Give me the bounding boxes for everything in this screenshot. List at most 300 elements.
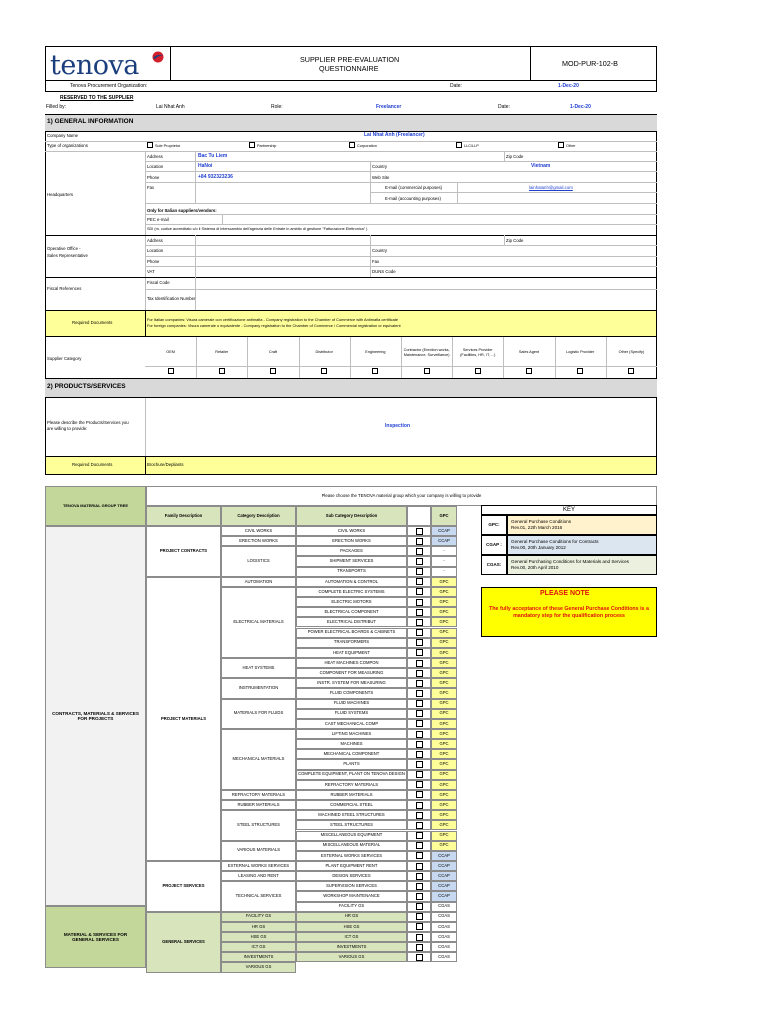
- org-type-label-item: Corporation: [357, 144, 377, 148]
- category-checkbox[interactable]: [628, 368, 634, 374]
- sub-category-cell: LIFTING MACHINES: [296, 729, 407, 739]
- gpc-code-cell: CCAP: [431, 861, 457, 871]
- material-checkbox[interactable]: [416, 771, 423, 778]
- products-frame: [45, 398, 657, 456]
- material-checkbox[interactable]: [416, 934, 423, 941]
- sub-category-check-cell: [407, 780, 431, 790]
- material-checkbox[interactable]: [416, 528, 423, 535]
- sub-category-check-cell: [407, 881, 431, 891]
- gpc-code-cell: GPC: [431, 587, 457, 597]
- category-checkbox[interactable]: [219, 368, 225, 374]
- material-checkbox[interactable]: [416, 680, 423, 687]
- sub-category-cell: MECHANICAL COMPONENT: [296, 749, 407, 759]
- gpc-code-cell: GPC: [431, 628, 457, 638]
- org-type-checkbox[interactable]: [349, 142, 355, 148]
- material-checkbox[interactable]: [416, 690, 423, 697]
- material-checkbox[interactable]: [416, 903, 423, 910]
- vat-label: VAT: [147, 269, 155, 274]
- category-cell: ERECTION WORKS: [221, 536, 296, 546]
- fax-label: Fax: [147, 185, 155, 190]
- gpc-code-cell: GPC: [431, 810, 457, 820]
- gpc-code-cell: GPC: [431, 749, 457, 759]
- category-option-label: Logistic Provider: [566, 350, 595, 355]
- material-checkbox[interactable]: [416, 944, 423, 951]
- sub-category-check-cell: [407, 678, 431, 688]
- material-checkbox[interactable]: [416, 558, 423, 565]
- material-checkbox[interactable]: [416, 913, 423, 920]
- material-checkbox[interactable]: [416, 741, 423, 748]
- products-docs-label: Required Documents: [72, 462, 113, 467]
- section2-header: [45, 378, 657, 398]
- category-checkbox[interactable]: [526, 368, 532, 374]
- key-description-line1: General Purchase Conditions for Contracts: [511, 539, 599, 544]
- material-checkbox[interactable]: [416, 923, 423, 930]
- describe-line2: are willing to provide:: [47, 426, 88, 431]
- doc-code: MOD-PUR-102-B: [562, 59, 618, 68]
- gpc-code-cell: GPC: [431, 617, 457, 627]
- gpc-code-cell: GPC: [431, 729, 457, 739]
- sub-category-cell: ICT GS: [296, 932, 407, 942]
- key-description-line1: General Purchasing Conditions for Materials and Services: [511, 559, 629, 564]
- category-option-label: Retailer: [215, 350, 229, 355]
- location-label: Location: [147, 164, 164, 169]
- website-label: Web Site: [372, 175, 390, 180]
- material-checkbox[interactable]: [416, 842, 423, 849]
- gpc-code-cell: GPC: [431, 820, 457, 830]
- gpc-code-cell: GPC: [431, 577, 457, 587]
- sub-category-check-cell: [407, 820, 431, 830]
- sub-category-check-cell: [407, 719, 431, 729]
- op-location-label: Location: [147, 248, 164, 253]
- pec-label: PEC e-mail: [147, 217, 169, 222]
- sub-category-check-cell: [407, 526, 431, 536]
- date2-value[interactable]: 1-Dec-20: [570, 104, 591, 110]
- material-checkbox[interactable]: [416, 639, 423, 646]
- sub-category-check-cell: [407, 658, 431, 668]
- date-label: Date:: [450, 83, 462, 89]
- org-type-checkbox[interactable]: [558, 142, 564, 148]
- sdi-label: SDI (m. codice accreditato c/o il Sistema di Interscambio dell'agenzia delle Entrate in ambito di gestione "Fatturazione Elettronica" ): [147, 227, 368, 231]
- sub-category-cell: COMPONENT FOR MEASURING: [296, 668, 407, 678]
- gpc-code-cell: GPC: [431, 678, 457, 688]
- sub-category-check-cell: [407, 810, 431, 820]
- col-sub-header: Sub Category Description: [296, 506, 407, 526]
- category-option-label: Services Provider (Facilities, HR, IT, ...): [460, 348, 496, 357]
- org-type-label-item: Sole Proprietor: [155, 144, 181, 148]
- describe-value[interactable]: Inspection: [385, 423, 411, 429]
- tenova-logo: [50, 50, 168, 80]
- sub-category-cell: MACHINES: [296, 739, 407, 749]
- sub-category-cell: COMPLETE EQUIPMENT, PLANT ON TENOVA DESIGN: [296, 770, 407, 780]
- email-comm-value[interactable]: lainhatanh@gmail.com: [529, 185, 573, 190]
- sub-category-cell: WORKSHOP MAINTENANCE: [296, 891, 407, 901]
- sub-category-check-cell: [407, 597, 431, 607]
- category-cell: FACILITY GS: [221, 912, 296, 922]
- italian-label: Only for Italian suppliers/vendors:: [147, 208, 217, 213]
- col-category-header: Category Description: [221, 506, 296, 526]
- material-checkbox[interactable]: [416, 538, 423, 545]
- address-value[interactable]: Bac Tu Liem: [198, 153, 228, 159]
- material-checkbox[interactable]: [416, 700, 423, 707]
- material-checkbox[interactable]: [416, 751, 423, 758]
- phone-value[interactable]: +84 932323236: [198, 174, 233, 180]
- category-cell: VARIOUS MATERIALS: [221, 841, 296, 861]
- req-docs-line2: For foreign companies: Visura camerale o equivalente - Company registration to the Chamber of Commerce / Commercial registration or equivalent: [147, 323, 401, 328]
- col-family-header: Family Description: [146, 506, 221, 526]
- material-checkbox[interactable]: [416, 609, 423, 616]
- group-general: MATERIAL & SERVICES FOR GENERAL SERVICES: [45, 906, 146, 968]
- sub-category-check-cell: [407, 668, 431, 678]
- material-checkbox[interactable]: [416, 629, 423, 636]
- key-description: [507, 535, 657, 555]
- sub-category-check-cell: [407, 556, 431, 566]
- hq-label: Headquarters: [47, 192, 74, 197]
- sub-category-cell: SHIPMENT SERVICES: [296, 556, 407, 566]
- gpc-code-cell: -: [431, 556, 457, 566]
- sub-category-check-cell: [407, 831, 431, 841]
- role-value[interactable]: Freelancer: [376, 104, 402, 110]
- category-cell: EXTERNAL WORKS SERVICES: [221, 861, 296, 871]
- material-checkbox[interactable]: [416, 619, 423, 626]
- category-cell: AUTOMATION: [221, 577, 296, 587]
- sub-category-check-cell: [407, 536, 431, 546]
- sub-category-check-cell: [407, 841, 431, 851]
- key-description-line1: General Purchase Conditions: [511, 519, 572, 524]
- gpc-code-cell: CGAS: [431, 952, 457, 962]
- op-label-2: Sales Representative: [47, 253, 88, 258]
- sub-category-check-cell: [407, 952, 431, 962]
- category-option-label: Engineering: [365, 350, 386, 355]
- key-description-line2: Rev.00, 20th January 2012: [511, 544, 566, 550]
- category-option-label: Contractor (Erection works, Maintenance, Surveillance): [403, 348, 450, 357]
- sub-category-cell: ELECTRIC MOTORS: [296, 597, 407, 607]
- category-label: Supplier Category: [47, 356, 82, 361]
- material-checkbox[interactable]: [416, 578, 423, 585]
- material-checkbox[interactable]: [416, 649, 423, 656]
- op-address-label: Address: [147, 238, 163, 243]
- sub-category-cell: FLUID SYSTEMS: [296, 709, 407, 719]
- sub-category-cell: ELECTRICAL COMPONENT: [296, 607, 407, 617]
- org-type-label-item: Partnership: [257, 144, 277, 148]
- org-type-checkbox[interactable]: [147, 142, 153, 148]
- sub-category-cell: PACKAGES: [296, 546, 407, 556]
- material-checkbox[interactable]: [416, 670, 423, 677]
- form-title-line1: SUPPLIER PRE-EVALUATION: [300, 55, 400, 64]
- gpc-code-cell: GPC: [431, 607, 457, 617]
- tax-id-label: Tax Identification Number: [147, 296, 196, 301]
- gpc-code-cell: GPC: [431, 668, 457, 678]
- material-checkbox[interactable]: [416, 954, 423, 961]
- col-gpc-header: GPC: [431, 506, 457, 526]
- gpc-code-cell: CGAS: [431, 932, 457, 942]
- material-checkbox[interactable]: [416, 568, 423, 575]
- please-note-text: The fully acceptance of these General Purchase Conditions is a mandatory step for the qualification process: [489, 606, 649, 620]
- logo-text: tenova: [50, 50, 139, 81]
- key-title: KEY: [481, 505, 657, 515]
- address-label: Address: [147, 154, 163, 159]
- sub-category-cell: VARIOUS GS: [296, 952, 407, 962]
- zip-label: Zip Code: [506, 154, 524, 159]
- gpc-code-cell: GPC: [431, 841, 457, 851]
- material-checkbox[interactable]: [416, 863, 423, 870]
- sub-category-check-cell: [407, 729, 431, 739]
- material-checkbox[interactable]: [416, 660, 423, 667]
- category-checkbox[interactable]: [372, 368, 378, 374]
- gpc-code-cell: CGAS: [431, 912, 457, 922]
- form-title-line2: QUESTIONNAIRE: [319, 64, 379, 73]
- sub-category-cell: INSTR. SYSTEM FOR MEASURING: [296, 678, 407, 688]
- category-checkbox[interactable]: [168, 368, 174, 374]
- org-type-label: Type of organizations: [47, 143, 88, 148]
- sub-category-check-cell: [407, 861, 431, 871]
- sub-category-cell: TRANSFORMERS: [296, 638, 407, 648]
- country-value[interactable]: Vietnam: [531, 163, 551, 169]
- sub-category-check-cell: [407, 891, 431, 901]
- category-option-label: Sales Agent: [518, 350, 540, 355]
- sub-category-check-cell: [407, 699, 431, 709]
- phone-label: Phone: [147, 175, 160, 180]
- gpc-code-cell: GPC: [431, 638, 457, 648]
- gpc-code-cell: CGAS: [431, 902, 457, 912]
- sub-category-cell: ELECTRICAL DISTRIBUT: [296, 617, 407, 627]
- sub-category-check-cell: [407, 759, 431, 769]
- sub-category-check-cell: [407, 922, 431, 932]
- sub-category-check-cell: [407, 800, 431, 810]
- filled-by-label: Filled by:: [46, 104, 67, 110]
- material-checkbox[interactable]: [416, 812, 423, 819]
- material-checkbox[interactable]: [416, 710, 423, 717]
- sub-category-check-cell: [407, 546, 431, 556]
- material-checkbox[interactable]: [416, 802, 423, 809]
- material-checkbox[interactable]: [416, 781, 423, 788]
- sub-category-check-cell: [407, 688, 431, 698]
- gpc-code-cell: GPC: [431, 739, 457, 749]
- sub-category-check-cell: [407, 902, 431, 912]
- section2-title: 2) PRODUCTS/SERVICES: [47, 383, 126, 390]
- sub-category-cell: AUTOMATION & CONTROL: [296, 577, 407, 587]
- category-cell: HEAT SYSTEMS: [221, 658, 296, 678]
- material-checkbox[interactable]: [416, 599, 423, 606]
- role-label: Role:: [271, 104, 283, 110]
- sub-category-cell: REFRACTORY MATERIALS: [296, 780, 407, 790]
- company-value[interactable]: Lai Nhat Anh (Freelancer): [364, 132, 425, 138]
- category-cell: REFRACTORY MATERIALS: [221, 790, 296, 800]
- sub-category-check-cell: [407, 871, 431, 881]
- gpc-code-cell: GPC: [431, 719, 457, 729]
- sub-category-cell: FACILITY GS: [296, 902, 407, 912]
- group-projects: CONTRACTS, MATERIALS & SERVICES FOR PROJECTS: [45, 526, 146, 906]
- category-cell: INVESTMENTS: [221, 952, 296, 962]
- fiscal-code-label: Fiscal Code: [147, 280, 170, 285]
- sub-category-cell: HEAT MACHINES COMPON: [296, 658, 407, 668]
- material-checkbox[interactable]: [416, 588, 423, 595]
- logo-mark-icon: [151, 50, 165, 64]
- gpc-code-cell: GPC: [431, 790, 457, 800]
- material-checkbox[interactable]: [416, 822, 423, 829]
- op-label-1: Operative Office -: [47, 246, 81, 251]
- sub-category-check-cell: [407, 709, 431, 719]
- company-label: Company Name: [47, 133, 79, 138]
- category-cell: HSE GS: [221, 932, 296, 942]
- date-value[interactable]: 1-Dec-20: [558, 83, 579, 89]
- sub-category-check-cell: [407, 648, 431, 658]
- op-fax-label: Fax: [372, 259, 380, 264]
- org-label: Tenova Procurement Organization:: [70, 83, 148, 89]
- country-label: Country: [372, 164, 388, 169]
- gpc-code-cell: GPC: [431, 770, 457, 780]
- family-cell: PROJECT CONTRACTS: [146, 526, 221, 577]
- col-check-header: [407, 506, 431, 526]
- gpc-code-cell: GPC: [431, 597, 457, 607]
- category-cell: ICT GS: [221, 942, 296, 952]
- org-type-label-item: Other: [566, 144, 576, 148]
- gpc-code-cell: CCAP: [431, 891, 457, 901]
- category-option-label: OEM: [166, 350, 175, 355]
- key-code: GPC:: [481, 515, 507, 535]
- family-cell: GENERAL SERVICES: [146, 912, 221, 973]
- material-checkbox[interactable]: [416, 852, 423, 859]
- filled-by-value[interactable]: Lai Nhat Anh: [156, 104, 185, 110]
- please-note-title: PLEASE NOTE: [540, 590, 590, 597]
- key-description-line2: Rev.01, 22th March 2016: [511, 524, 563, 530]
- op-country-label: Country: [372, 248, 388, 253]
- sub-category-check-cell: [407, 587, 431, 597]
- category-cell: TECHNICAL SERVICES: [221, 881, 296, 911]
- category-checkbox[interactable]: [424, 368, 430, 374]
- tree-title: TENOVA MATERIAL GROUP TREE: [45, 486, 146, 526]
- fiscal-label: Fiscal References: [47, 286, 82, 291]
- category-checkbox[interactable]: [270, 368, 276, 374]
- sub-category-check-cell: [407, 851, 431, 861]
- gpc-code-cell: CCAP: [431, 871, 457, 881]
- org-type-checkbox[interactable]: [249, 142, 255, 148]
- gpc-code-cell: GPC: [431, 658, 457, 668]
- material-checkbox[interactable]: [416, 731, 423, 738]
- location-value[interactable]: HaNoi: [198, 163, 213, 169]
- sub-category-cell: COMPLETE ELECTRIC SYSTEMS: [296, 587, 407, 597]
- products-docs-value: Brochure/Depliants: [147, 462, 184, 467]
- gpc-code-cell: CCAP: [431, 881, 457, 891]
- family-cell: PROJECT SERVICES: [146, 861, 221, 912]
- date2-label: Date:: [498, 104, 510, 110]
- category-cell: LOGISTICS: [221, 546, 296, 576]
- sub-category-check-cell: [407, 770, 431, 780]
- category-cell: RUBBER MATERIALS: [221, 800, 296, 810]
- sub-category-cell: POWER ELECTRICAL BOARDS & CABINETS: [296, 628, 407, 638]
- material-checkbox[interactable]: [416, 720, 423, 727]
- org-type-checkbox[interactable]: [456, 142, 462, 148]
- category-cell: ELECTRICAL MATERIALS: [221, 587, 296, 658]
- sub-category-cell: EXTERNAL WORKS SERVICES: [296, 851, 407, 861]
- sub-category-cell: FLUID COMPONENTS: [296, 688, 407, 698]
- sub-category-cell: HEAT EQUIPMENT: [296, 648, 407, 658]
- gpc-code-cell: GPC: [431, 699, 457, 709]
- gpc-code-cell: GPC: [431, 648, 457, 658]
- category-option-label: Craft: [268, 350, 278, 355]
- material-checkbox[interactable]: [416, 873, 423, 880]
- material-checkbox[interactable]: [416, 791, 423, 798]
- gpc-code-cell: CCAP: [431, 526, 457, 536]
- tree-instruction: Please choose the TENOVA material group which your company is willing to provide: [146, 486, 657, 506]
- op-zip-label: Zip Code: [506, 238, 524, 243]
- gpc-code-cell: GPC: [431, 831, 457, 841]
- duns-label: DUNS Code: [372, 269, 396, 274]
- material-checkbox[interactable]: [416, 761, 423, 768]
- sub-category-cell: STEEL STRUCTURES: [296, 820, 407, 830]
- sub-category-cell: MISCELLANEOUS EQUIPMENT: [296, 831, 407, 841]
- sub-category-cell: CIVIL WORKS: [296, 526, 407, 536]
- category-checkbox[interactable]: [475, 368, 481, 374]
- sub-category-cell: MACHINED STEEL STRUCTURES: [296, 810, 407, 820]
- email-comm-label: E-mail (commercial purposes): [385, 185, 443, 190]
- key-description: [507, 555, 657, 575]
- general-info-frame: [45, 132, 657, 310]
- sub-category-check-cell: [407, 567, 431, 577]
- sub-category-cell: PLANTS: [296, 759, 407, 769]
- section1-header: [45, 114, 657, 132]
- sub-category-cell: DESIGN SERVICES: [296, 871, 407, 881]
- material-checkbox[interactable]: [416, 832, 423, 839]
- sub-category-check-cell: [407, 638, 431, 648]
- category-checkbox[interactable]: [321, 368, 327, 374]
- sub-category-check-cell: [407, 577, 431, 587]
- category-cell: INSTRUMENTATION: [221, 678, 296, 698]
- email-acc-label: E-mail (accounting purposes): [385, 196, 441, 201]
- req-docs-label: Required Documents: [72, 320, 113, 325]
- describe-line1: Please describe the Products/Services you: [47, 420, 129, 425]
- section1-title: 1) GENERAL INFORMATION: [47, 118, 134, 125]
- sub-category-cell: INVESTMENTS: [296, 942, 407, 952]
- sub-category-check-cell: [407, 607, 431, 617]
- sub-category-cell: COMMERCIAL STEEL: [296, 800, 407, 810]
- sub-category-check-cell: [407, 749, 431, 759]
- sub-category-check-cell: [407, 912, 431, 922]
- category-cell: STEEL STRUCTURES: [221, 810, 296, 840]
- sub-category-cell: SUPERVISION SERVICES: [296, 881, 407, 891]
- key-description-line2: Rev.00, 20th April 2010: [511, 564, 559, 570]
- sub-category-cell: PLANT EQUIPMENT RENT: [296, 861, 407, 871]
- category-cell: CIVIL WORKS: [221, 526, 296, 536]
- gpc-code-cell: CGAS: [431, 942, 457, 952]
- category-option-label: Other (Specify): [618, 350, 645, 355]
- category-option-label: Distributor: [315, 350, 333, 355]
- req-docs-line1: For Italian companies: Visura camerale con certificazione antimafia - Company registration to the Chamber of Commerce with Antimafia certificate: [147, 317, 398, 322]
- op-phone-label: Phone: [147, 259, 160, 264]
- material-checkbox[interactable]: [416, 548, 423, 555]
- category-checkbox[interactable]: [577, 368, 583, 374]
- material-checkbox[interactable]: [416, 893, 423, 900]
- org-type-label-item: LLC/LLP: [464, 144, 479, 148]
- gpc-code-cell: -: [431, 567, 457, 577]
- key-code: CGAS:: [481, 555, 507, 575]
- category-cell: MECHANICAL MATERIALS: [221, 729, 296, 790]
- sub-category-check-cell: [407, 739, 431, 749]
- sub-category-check-cell: [407, 932, 431, 942]
- gpc-code-cell: CGAS: [431, 922, 457, 932]
- sub-category-cell: RUBBER MATERIALS: [296, 790, 407, 800]
- key-description: [507, 515, 657, 535]
- sub-category-check-cell: [407, 790, 431, 800]
- sub-category-cell: FLUID MACHINES: [296, 699, 407, 709]
- material-checkbox[interactable]: [416, 883, 423, 890]
- sub-category-cell: TRANSPORTS: [296, 567, 407, 577]
- category-cell: MATERIALS FOR FLUIDS: [221, 699, 296, 729]
- sub-category-check-cell: [407, 628, 431, 638]
- products-docs-row: [45, 456, 657, 475]
- sub-category-check-cell: [407, 617, 431, 627]
- gpc-code-cell: CCAP: [431, 536, 457, 546]
- gpc-code-cell: CCAP: [431, 851, 457, 861]
